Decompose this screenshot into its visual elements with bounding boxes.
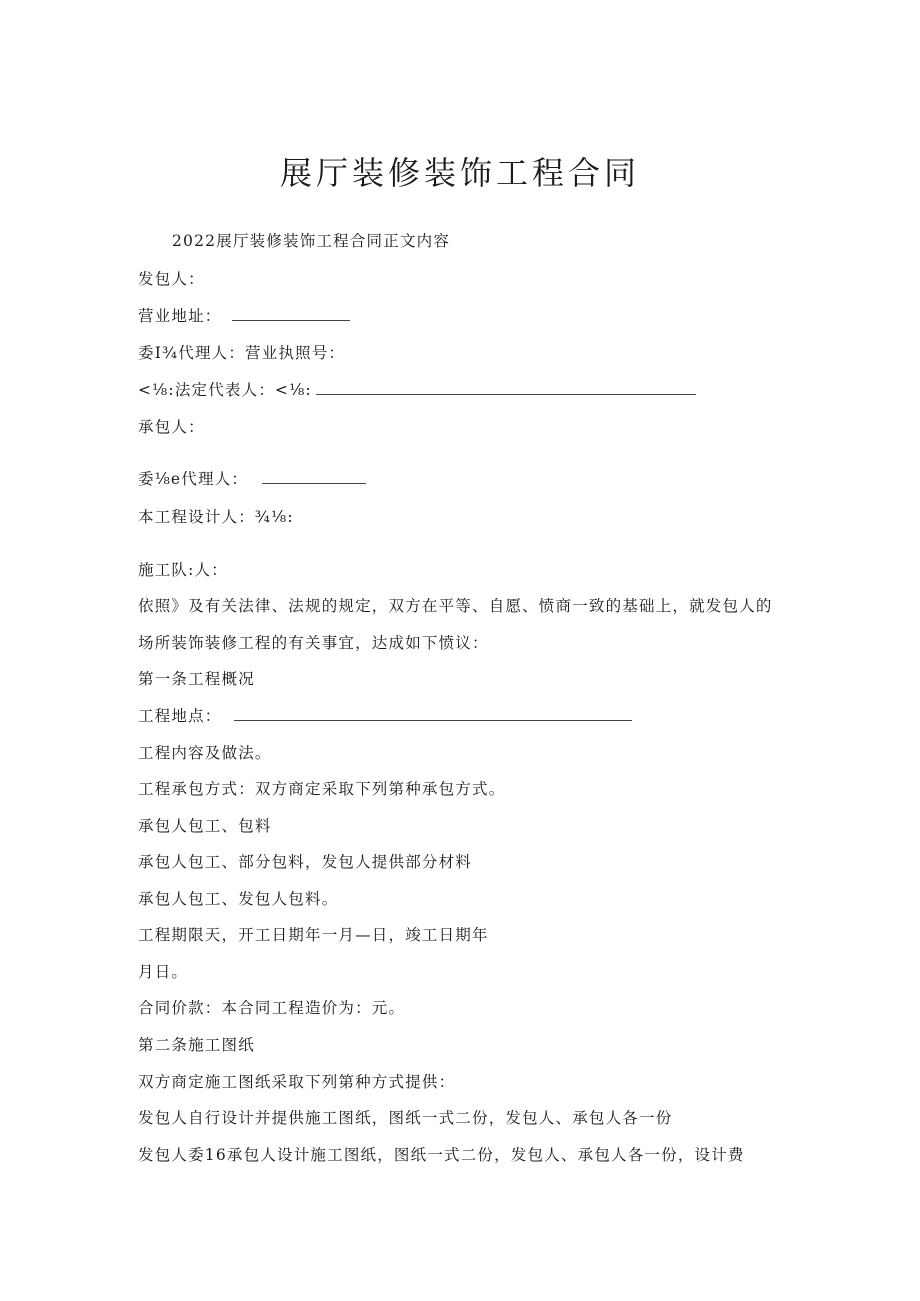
agent-license-line — [138, 343, 345, 363]
text-run: 营业地址： — [138, 307, 222, 325]
body-line — [138, 962, 188, 982]
text-run: 依照》及有关法律、法规的规定，双方在平等、自愿、愤商一致的基础上，就发包人的 — [138, 597, 773, 615]
business-address-line — [138, 306, 350, 326]
text-run: 合同价款：本合同工程造价为：元。 — [138, 999, 406, 1017]
body-line — [138, 743, 272, 763]
contractor-agent-line — [138, 469, 366, 489]
body-line — [138, 1145, 745, 1165]
text-run: 发包人委16承包人设计施工图纸，图纸一式二份，发包人、承包人各一份，设计费 — [138, 1146, 745, 1164]
text-run: 承包人： — [138, 418, 205, 436]
body-line — [138, 1072, 455, 1092]
text-run: 发包人： — [138, 270, 205, 288]
text-run: 工程内容及做法。 — [138, 744, 272, 762]
text-run: 本工程设计人：¾⅛: — [138, 508, 294, 526]
text-run: <⅛:法定代表人：<⅛: — [138, 381, 312, 399]
body-paragraph-line — [138, 633, 489, 653]
text-run: 承包人包工、部分包料，发包人提供部分材料 — [138, 853, 473, 871]
project-location-line — [138, 706, 632, 726]
text-run: 施工队:人： — [138, 561, 228, 579]
legal-rep-line — [138, 380, 696, 400]
body-line — [138, 1108, 672, 1128]
subtitle-line — [172, 231, 450, 251]
text-run: 场所装饰装修工程的有关事宜，达成如下愤议： — [138, 634, 489, 652]
construction-team-line — [138, 560, 228, 580]
article-heading — [138, 669, 255, 689]
text-run: 月日。 — [138, 963, 189, 981]
fill-in-blank — [232, 306, 350, 321]
text-run: 委Ⅰ¾代理人：营业执照号： — [138, 344, 346, 362]
text-run: 委⅛e代理人： — [138, 470, 249, 488]
text-run: 双方商定施工图纸采取下列第种方式提供： — [138, 1073, 456, 1091]
text-run: 工程期限天，开工日期年一月—日，竣工日期年 — [138, 926, 489, 944]
text-run: 工程承包方式：双方商定采取下列第种承包方式。 — [138, 780, 506, 798]
fill-in-blank — [234, 706, 632, 721]
text-run: 承包人包工、包料 — [138, 817, 272, 835]
document-title: 展厅装修装饰工程合同 — [279, 154, 640, 192]
body-line — [138, 925, 489, 945]
body-line — [138, 816, 272, 836]
article-heading — [138, 1035, 255, 1055]
text-run: 2022展厅装修装饰工程合同正文内容 — [172, 232, 451, 250]
body-line — [138, 889, 338, 909]
fill-in-blank — [262, 469, 366, 484]
body-line — [138, 998, 405, 1018]
body-paragraph-line — [138, 596, 773, 616]
body-line — [138, 852, 472, 872]
designer-line — [138, 507, 294, 527]
employer-line — [138, 269, 205, 289]
contractor-line — [138, 417, 205, 437]
text-run: 承包人包工、发包人包料。 — [138, 890, 339, 908]
body-line — [138, 779, 505, 799]
text-run: 发包人自行设计并提供施工图纸，图纸一式二份，发包人、承包人各一份 — [138, 1109, 673, 1127]
text-run: 第一条工程概况 — [138, 670, 255, 688]
fill-in-blank — [316, 380, 696, 395]
text-run: 工程地点： — [138, 707, 222, 725]
text-run: 第二条施工图纸 — [138, 1036, 255, 1054]
